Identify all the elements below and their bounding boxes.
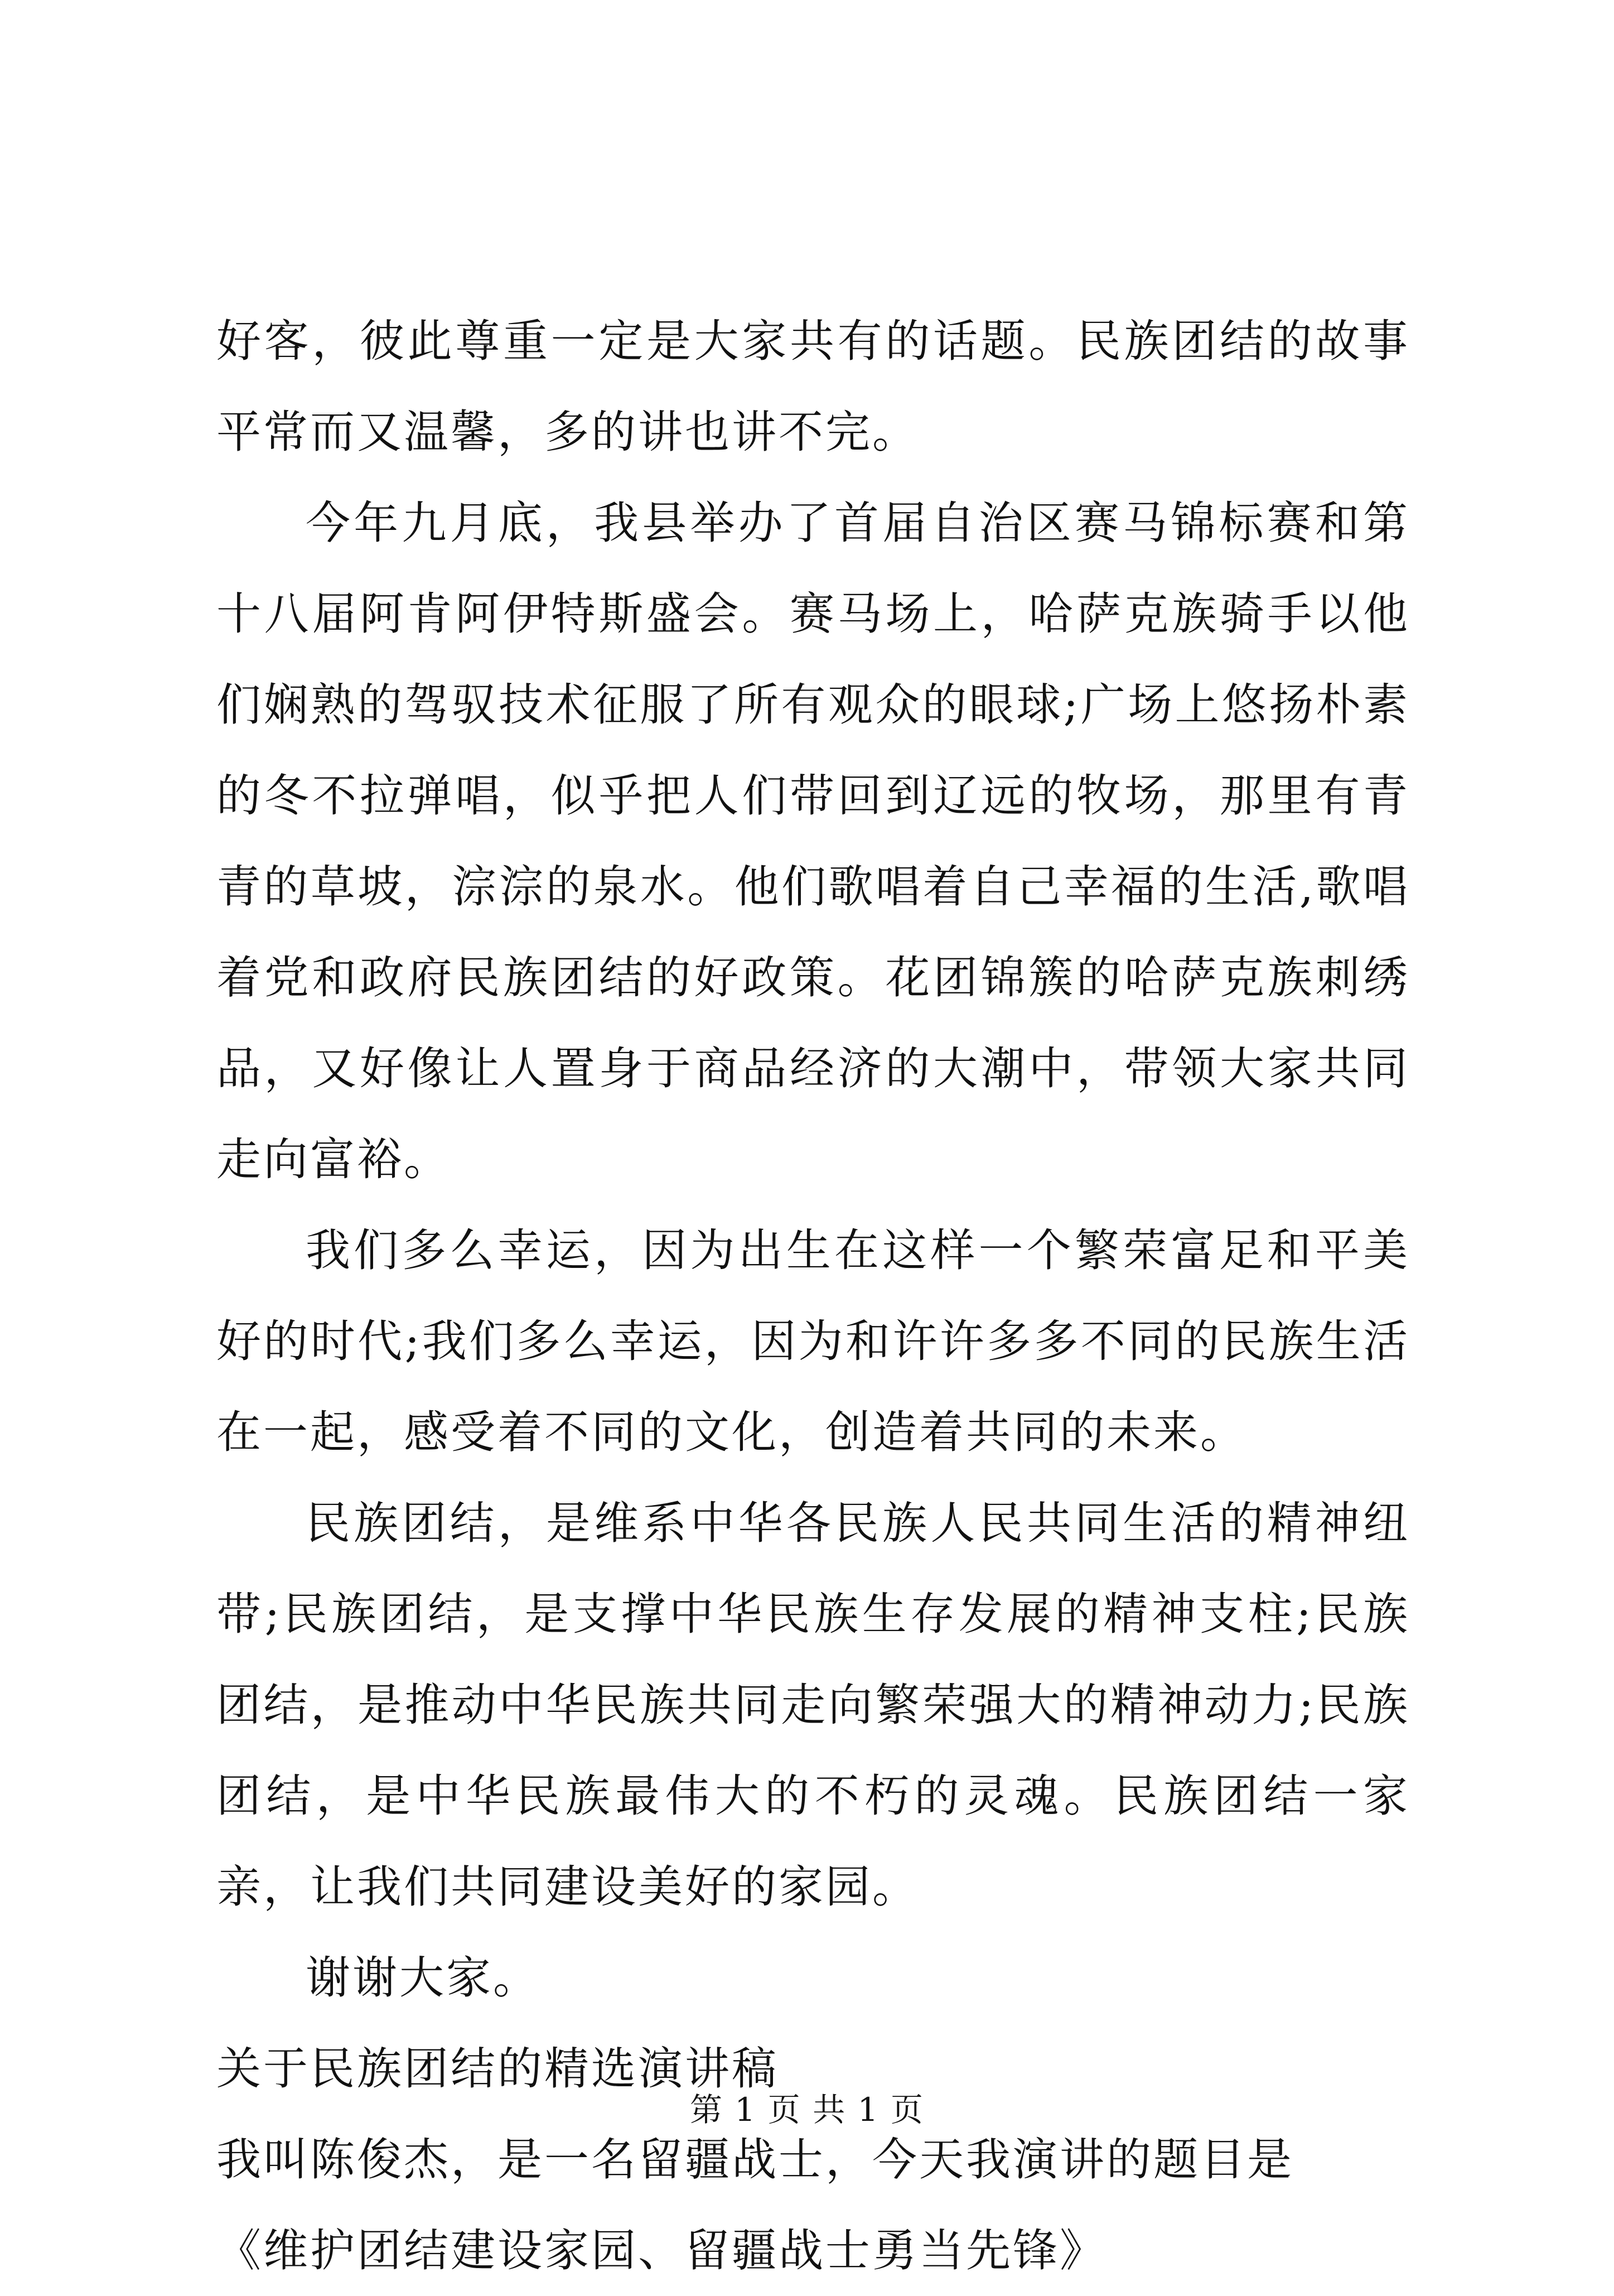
page-footer — [0, 2083, 1614, 2130]
paragraph-continuation: 好客，彼此尊重一定是大家共有的话题。民族团结的故事平常而又温馨，多的讲也讲不完。 — [216, 315, 1410, 458]
paragraph-fortunate: 我们多么幸运，因为出生在这样一个繁荣富足和平美好的时代;我们多么幸运，因为和许许多多不同的民族生活在一起，感受着不同的文化，创造着共同的未来。 — [216, 1224, 1410, 1458]
document-body — [216, 296, 1410, 2296]
speech-title: 《维护团结建设家园、留疆战士勇当先锋》 — [216, 2225, 1106, 2276]
intro-line: 我叫陈俊杰，是一名留疆战士，今天我演讲的题目是 — [216, 2134, 1294, 2186]
paragraph-thanks: 谢谢大家。 — [306, 1952, 540, 2004]
paragraph-ethnic-unity: 民族团结，是维系中华各民族人民共同生活的精神纽带;民族团结，是支撑中华民族生存发展的精神支柱;民族团结，是推动中华民族共同走向繁荣强大的精神动力;民族团结，是中华民族最伟大的不朽的灵魂。民族团结一家亲，让我们共同建设美好的家园。 — [216, 1497, 1410, 1913]
paragraph-horse-race: 今年九月底，我县举办了首届自治区赛马锦标赛和第十八届阿肯阿伊特斯盛会。赛马场上，哈萨克族骑手以他们娴熟的驾驭技术征服了所有观众的眼球;广场上悠扬朴素的冬不拉弹唱，似乎把人们带回到辽远的牧场，那里有青青的草坡，淙淙的泉水。他们歌唱着自己幸福的生活,歌唱着党和政府民族团结的好政策。花团锦簇的哈萨克族刺绣品，又好像让人置身于商品经济的大潮中，带领大家共同走向富裕。 — [216, 497, 1410, 1185]
page-number-label: 第 1 页 共 1 页 — [690, 2091, 924, 2129]
section-title: 关于民族团结的精选演讲稿 — [216, 2043, 779, 2095]
